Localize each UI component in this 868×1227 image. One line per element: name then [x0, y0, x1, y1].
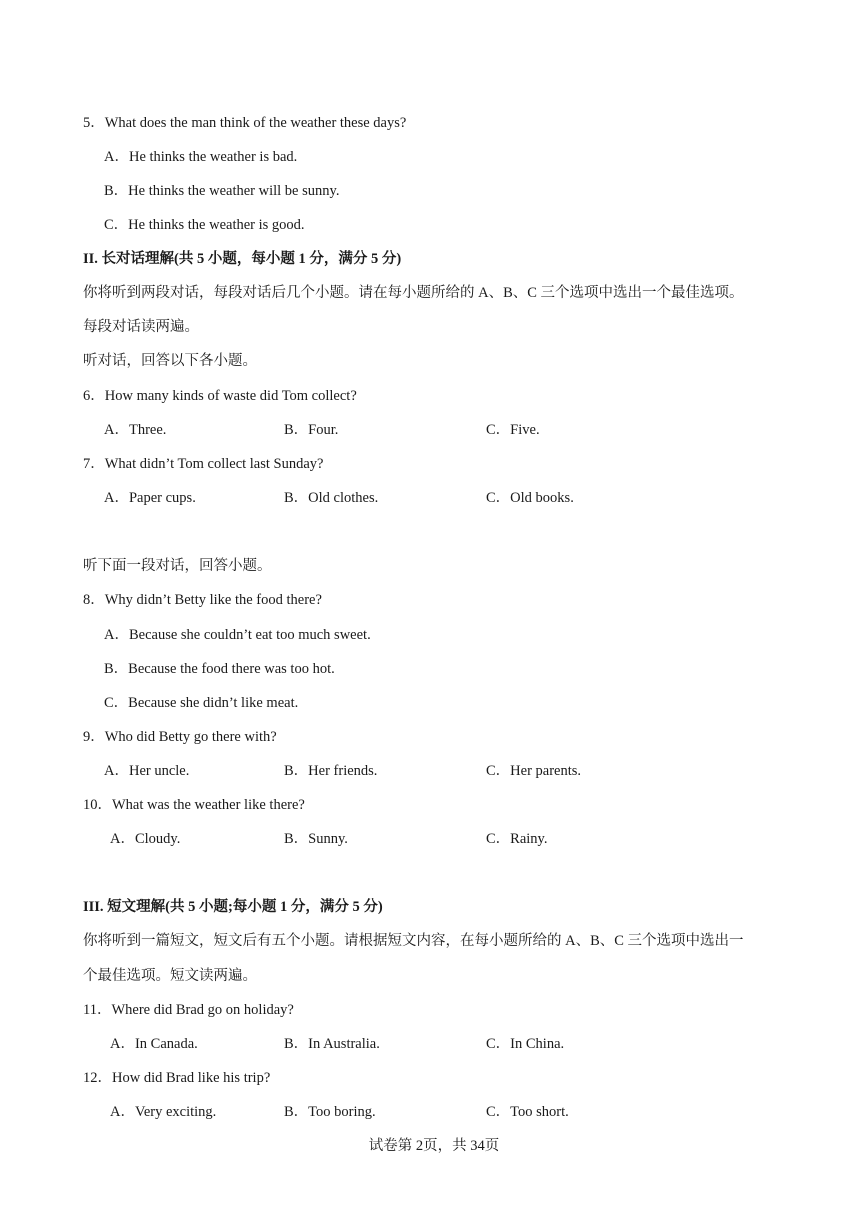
question-10-stem: 10．What was the weather like there? — [83, 797, 305, 813]
section-2-heading: II. 长对话理解(共 5 小题，每小题 1 分，满分 5 分) — [83, 251, 402, 267]
question-11-option-a: A．In Canada. — [110, 1036, 198, 1052]
question-10-option-c: C．Rainy. — [486, 831, 548, 847]
section-3-instruction-line-1: 你将听到一篇短文，短文后有五个小题。请根据短文内容，在每小题所给的 A、B、C 三个选项中选出一 — [83, 933, 744, 949]
question-11-option-b: B．In Australia. — [284, 1036, 380, 1052]
page-footer: 试卷第 2页，共 34页 — [368, 1138, 500, 1154]
question-7-option-b: B．Old clothes. — [284, 490, 379, 506]
question-9-option-b: B．Her friends. — [284, 763, 378, 779]
question-10-option-a: A．Cloudy. — [110, 831, 181, 847]
question-8-option-c: C．Because she didn’t like meat. — [104, 695, 299, 711]
question-8-option-b: B．Because the food there was too hot. — [104, 661, 335, 677]
question-6-option-b: B．Four. — [284, 422, 339, 438]
section-2-dialogue-2-intro: 听下面一段对话，回答小题。 — [83, 558, 272, 574]
question-7-option-a: A．Paper cups. — [104, 490, 196, 506]
question-6-stem: 6．How many kinds of waste did Tom collect? — [83, 388, 357, 404]
question-5-option-c: C．He thinks the weather is good. — [104, 217, 305, 233]
question-6-option-a: A．Three. — [104, 422, 167, 438]
question-12-option-a: A．Very exciting. — [110, 1104, 217, 1120]
section-3-instruction-line-2: 个最佳选项。短文读两遍。 — [83, 968, 257, 984]
question-9-stem: 9．Who did Betty go there with? — [83, 729, 277, 745]
question-12-option-c: C．Too short. — [486, 1104, 569, 1120]
question-10-option-b: B．Sunny. — [284, 831, 348, 847]
question-9-option-c: C．Her parents. — [486, 763, 582, 779]
question-7-stem: 7．What didn’t Tom collect last Sunday? — [83, 456, 324, 472]
question-9-option-a: A．Her uncle. — [104, 763, 190, 779]
question-8-stem: 8．Why didn’t Betty like the food there? — [83, 592, 322, 608]
question-11-option-c: C．In China. — [486, 1036, 565, 1052]
question-8-option-a: A．Because she couldn’t eat too much sweet. — [104, 627, 371, 643]
question-12-option-b: B．Too boring. — [284, 1104, 376, 1120]
section-2-instruction-line-2: 每段对话读两遍。 — [83, 319, 199, 335]
question-5-option-a: A．He thinks the weather is bad. — [104, 149, 298, 165]
section-2-dialogue-1-intro: 听对话，回答以下各小题。 — [83, 353, 257, 369]
section-3-heading: III. 短文理解(共 5 小题;每小题 1 分，满分 5 分) — [83, 899, 383, 915]
question-7-option-c: C．Old books. — [486, 490, 574, 506]
question-5-option-b: B．He thinks the weather will be sunny. — [104, 183, 340, 199]
question-12-stem: 12．How did Brad like his trip? — [83, 1070, 271, 1086]
question-5-stem: 5．What does the man think of the weather these days? — [83, 115, 407, 131]
question-6-option-c: C．Five. — [486, 422, 540, 438]
section-2-instruction-line-1: 你将听到两段对话，每段对话后几个小题。请在每小题所给的 A、B、C 三个选项中选出一个最佳选项。 — [83, 285, 744, 301]
question-11-stem: 11．Where did Brad go on holiday? — [83, 1002, 294, 1018]
